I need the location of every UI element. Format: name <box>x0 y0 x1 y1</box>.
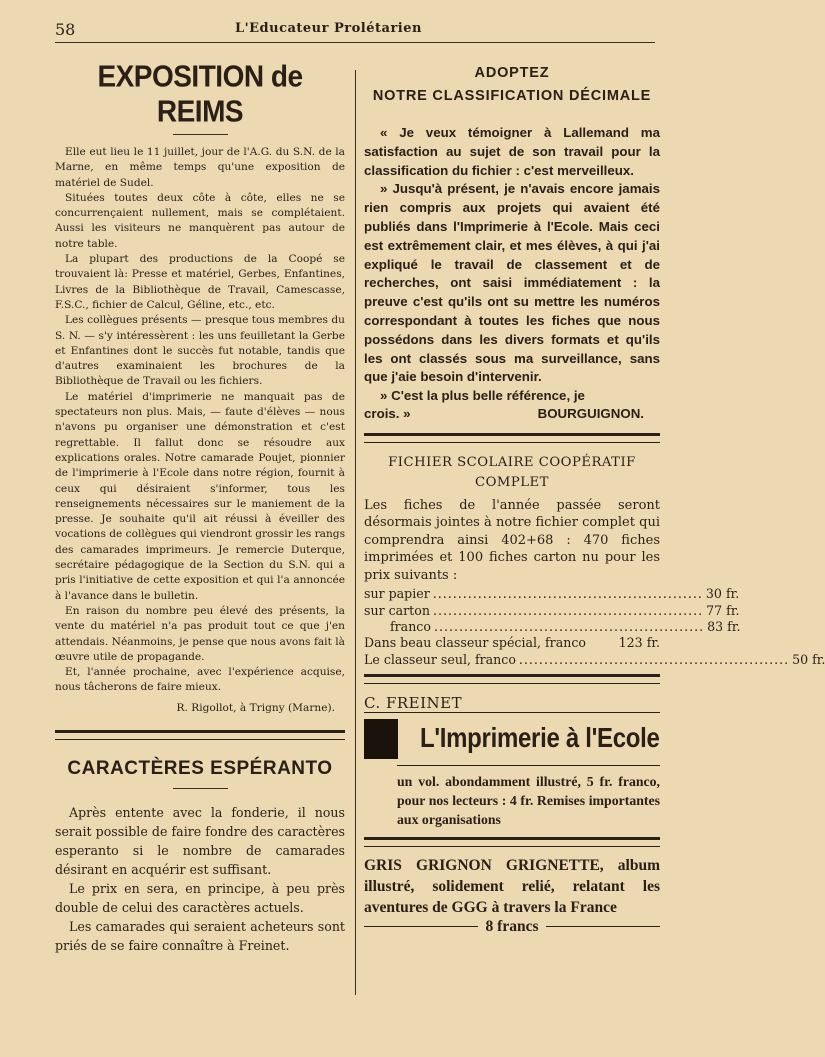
price-row <box>364 651 825 668</box>
book-description: un vol. abondamment illustré, 5 fr. franco, pour nos lecteurs : 4 fr. Remises importantes aux organisations <box>397 773 660 827</box>
price-row <box>364 619 741 635</box>
title-rule <box>173 788 228 789</box>
paragraph: La plupart des productions de la Coopé se trouvaient là: Presse et matériel, Gerbes, Enfantines, Livres de la Bibliothèque de Travail, Camescasse, F.S.C., fichier de Calcul, Géline, etc., etc. <box>55 253 345 311</box>
rule <box>364 926 478 927</box>
ggg-price: 8 francs <box>485 917 539 935</box>
rule <box>546 926 660 927</box>
fichier-body: Les fiches de l'année passée seront désormais jointes à notre fichier complet qui comprendra ainsi 402+68 : 470 fiches imprimées et 100 fiches carton nu pour les prix suivants : <box>364 497 660 583</box>
esperanto-article <box>55 758 345 955</box>
price-label: sur papier <box>364 586 430 602</box>
paragraph: En raison du nombre peu élevé des présents, la vente du matériel n'a pas produit tout ce que j'en attendais. Néanmoins, je pense que nous avons fait là œuvre utile de propagande. <box>55 604 345 663</box>
paragraph: Les collègues présents — presque tous membres du S. N. — s'y intéressèrent : les uns feuilletant la Gerbe et Enfantines dont le succès fut notable, tandis que d'autres examinaient les brochures de la Bibliothèque de Travail ou les fichiers. <box>55 314 345 388</box>
adoptez-signature: BOURGUIGNON. <box>537 405 644 421</box>
imprimerie-ad <box>364 694 660 829</box>
price-amount: 30 fr. <box>705 586 740 602</box>
ggg-description: GRIS GRIGNON GRIGNETTE, album illustré, solidement relié, relatant les aventures de GGG à travers la France <box>364 856 660 916</box>
price-label: Le classeur seul, franco <box>364 651 516 667</box>
esperanto-title: CARACTÈRES ESPÉRANTO <box>67 757 333 779</box>
adoptez-title-line1: ADOPTEZ <box>474 65 550 81</box>
adoptez-quote <box>364 124 660 406</box>
price-amount: 83 fr. <box>707 619 741 635</box>
ggg-ad <box>364 855 660 936</box>
adoptez-article <box>364 62 660 421</box>
paragraph: Les camarades qui seraient acheteurs sont priés de se faire connaître à Freinet. <box>55 918 345 953</box>
page-header <box>55 18 655 40</box>
fichier-title-line2: COMPLET <box>475 474 549 490</box>
leader-space <box>589 635 607 651</box>
ggg-price-line <box>364 918 660 936</box>
paragraph: Après entente avec la fonderie, il nous serait possible de faire fondre des caractères esperanto si le nombre de camarades désirant en acquérir est suffisant. <box>55 804 345 877</box>
price-amount: 123 fr. <box>618 635 660 651</box>
paragraph: Situées toutes deux côte à côte, elles ne se concurrençaient nullement, mais se complétaient. Aussi les visiteurs ne manquèrent pas autour de notre table. <box>55 191 345 250</box>
section-divider <box>364 837 660 847</box>
paragraph: Elle eut lieu le 11 juillet, jour de l'A.G. du S.N. de la Marne, en même temps qu'une exposition de matériel de Sudel. <box>55 146 345 189</box>
paragraph: Le prix en sera, en principe, à peu près double de celui des caractères actuels. <box>55 880 345 915</box>
right-column <box>364 62 825 936</box>
left-column <box>55 58 346 955</box>
price-amount: 77 fr. <box>706 602 740 618</box>
title-rule <box>397 765 660 766</box>
book-title-block <box>364 719 660 759</box>
fichier-title <box>364 453 660 493</box>
price-label: Dans beau classeur spécial, franco <box>364 635 586 651</box>
leader-dots: ...................................................... <box>432 586 703 602</box>
paragraph: « Je veux témoigner à Lallemand ma satisfaction au sujet de son travail pour la classification du fichier : c'est merveilleux. <box>364 125 660 178</box>
author-rule <box>364 712 660 713</box>
author-name: C. FREINET <box>364 693 463 712</box>
leader-dots: ...................................................... <box>433 619 705 635</box>
fichier-title-line1: FICHIER SCOLAIRE COOPÉRATIF <box>388 454 636 470</box>
adoptez-closing: crois. » <box>364 405 411 421</box>
exposition-body <box>55 145 345 696</box>
adoptez-title-line2: NOTRE CLASSIFICATION DÉCIMALE <box>372 88 652 104</box>
column-divider <box>355 70 356 995</box>
price-label: sur carton <box>364 602 430 618</box>
price-row <box>364 586 740 602</box>
running-title: L'Educateur Prolétarien <box>235 21 422 36</box>
adoptez-title <box>364 62 660 108</box>
page-number: 58 <box>55 20 76 39</box>
exposition-article <box>55 58 346 714</box>
price-label: franco <box>390 619 431 635</box>
paragraph: » Jusqu'à présent, je n'avais encore jamais rien compris aux projets qui avaient été publiés dans l'Imprimerie à l'Ecole. Mais ceci est extrêmement clair, et mes élèves, à qui j'ai expliqué le travail de classement et de recherches, ont saisi immédiatement : la preuve c'est qu'ils ont su mettre les numéros correspondant à toutes les fiches que nous possédons dans les divers formats et qu'ils les ont classés sous ma surveillance, sans que j'aie besoin d'intervenir. <box>364 181 660 385</box>
title-rule <box>173 134 228 135</box>
price-list <box>364 586 825 667</box>
leader-dots: ...................................................... <box>432 602 704 618</box>
paragraph: Le matériel d'imprimerie ne manquait pas de spectateurs non plus. Mais, — faute d'élèves — nous n'avons pu organiser une démonstration et c'est regrettable. Il fallut donc se résoudre aux explications orales. Notre camarade Poujet, pionnier de l'imprimerie à l'Ecole dans notre région, fournit à ceux qui désiraient s'informer, tous les renseignements nécessaires sur le maniement de la presse. Je souhaite qu'il ait réussi à éveiller des vocations de collègues qui viendront grossir les rangs des camarades imprimeurs. Je remercie Duterque, secrétaire pédagogique de la Section du S.N. qui a pris l'initiative de cette exposition et qui l'a annoncée à l'avance dans le bulletin. <box>55 390 346 602</box>
price-row <box>364 635 660 651</box>
paragraph: Et, l'année prochaine, avec l'expérience acquise, nous tâcherons de faire mieux. <box>55 666 345 694</box>
black-square-ornament <box>364 719 398 759</box>
section-divider <box>55 730 345 740</box>
exposition-title: EXPOSITION de REIMS <box>97 58 303 129</box>
exposition-signature: R. Rigollot, à Trigny (Marne). <box>176 701 335 714</box>
section-divider <box>364 674 660 684</box>
section-divider <box>364 433 660 443</box>
header-rule <box>55 42 655 43</box>
book-title: L'Imprimerie à l'Ecole <box>420 722 660 754</box>
paragraph: » C'est la plus belle référence, je <box>380 388 585 404</box>
adoptez-closing-line <box>364 406 660 421</box>
price-amount: 50 fr. <box>792 651 825 667</box>
leader-dots: ...................................................... <box>518 651 790 667</box>
price-row <box>364 602 740 619</box>
esperanto-body <box>55 803 345 955</box>
fichier-article <box>364 453 825 668</box>
